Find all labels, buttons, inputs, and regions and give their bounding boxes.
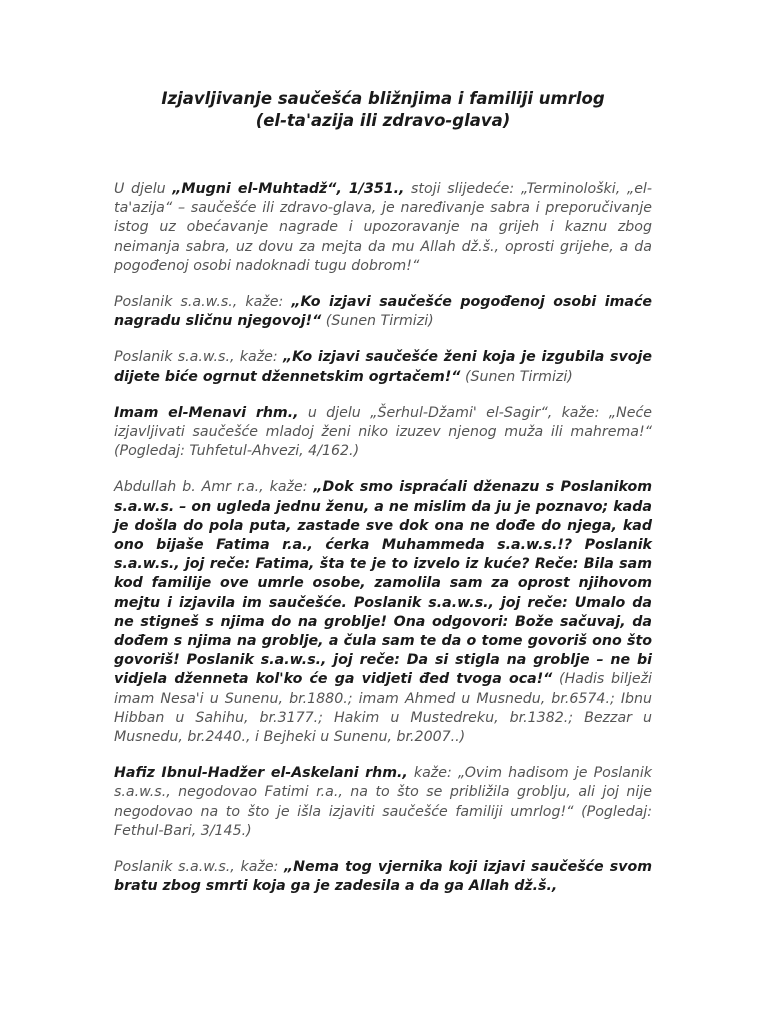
- text-run: kaže: „Ovim hadisom je Poslanik s.a.w.s., negodovao Fatimi r.a., na to što se približila groblju, ali joj nije negodovao na to što je išla izjaviti saučešće familiji umrlog!“ (Pogledaj: Fethul-Bari, 3/145.): [114, 765, 652, 839]
- text-run: Poslanik s.a.w.s., kaže:: [114, 294, 292, 311]
- document-page: [114, 88, 652, 914]
- text-run: Poslanik s.a.w.s., kaže:: [114, 859, 285, 876]
- text-run: U djelu: [114, 181, 173, 197]
- paragraph: [114, 293, 652, 331]
- bold-text: „Nema tog vjernika koji izjavi saučešće svom bratu zbog smrti koja ga je zadesila a da ga Allah dž.š.,: [114, 859, 653, 895]
- text-run: u djelu „Šerhul-Džami' el-Sagir“, kaže: „Neće izjavljivati saučešće mladoj ženi niko izuzev njenog muža ili mahrema!“ (Pogledaj: Tuhfetul-Ahvezi, 4/162.): [114, 404, 652, 460]
- title-line-1: Izjavljivanje saučešća bližnjima i familiji umrlog: [161, 89, 605, 108]
- text-run: (Sunen Tirmizi): [321, 313, 434, 330]
- bold-text: Imam el-Menavi rhm.,: [114, 404, 299, 421]
- text-run: (Hadis bilježi imam Nesa'i u Sunenu, br.1880.; imam Ahmed u Musnedu, br.6574.; Ibnu Hibban u Sahihu, br.3177.; Hakim u Mustedreku, br.1382.; Bezzar u Musnedu, br.2440., i Bejheki u Sunenu, br.2007..): [114, 671, 652, 746]
- text-run: Abdullah b. Amr r.a., kaže:: [114, 479, 314, 496]
- document-body: [114, 180, 652, 897]
- bold-text: „Ko izjavi saučešće pogođenoj osobi imaće nagradu sličnu njegovoj!“: [114, 294, 652, 330]
- document-title: [114, 88, 652, 132]
- bold-text: „Ko izjavi saučešće ženi koja je izgubila svoje dijete biće ogrnut džennetskim ogrtačem!“: [114, 349, 652, 385]
- paragraph: [114, 348, 652, 386]
- paragraph: [114, 478, 652, 747]
- bold-text: Hafiz Ibnul-Hadžer el-Askelani rhm.,: [114, 765, 408, 782]
- paragraph: [114, 404, 652, 462]
- paragraph: [114, 858, 652, 896]
- bold-text: „Dok smo ispraćali dženazu s Poslanikom s.a.w.s. – on ugleda jednu ženu, a ne mislim da ju je poznavo; kada je došla do pola puta, zastade sve dok ona ne dođe do njega, kad ono bijaše Fatima r.a., ćerka Muhammeda s.a.w.s.!? Poslanik s.a.w.s., joj reče: Fatima, šta te je to izvelo iz kuće? Reče: Bila sam kod familije ove umrle osobe, zamolila sam za oprost njihovom mejtu i izjavila im saučešće. Poslanik s.a.w.s., joj reče: Umalo da ne stigneš s njima do na groblje! Ona odgovori: Bože sačuvaj, da dođem s njima na groblje, a čula sam te da o tome govoriš ono što govoriš! Poslanik s.a.w.s., joj reče: Da si stigla na groblje – ne bi vidjela dženneta kol'ko će ga vidjeti đed tvoga oca!“: [114, 479, 652, 688]
- text-run: Poslanik s.a.w.s., kaže:: [114, 349, 284, 366]
- paragraph: [114, 180, 652, 276]
- text-run: stoji slijedeće: „Terminološki, „el-ta'azija“ – saučešće ili zdravo-glava, je naređivanje sabra i preporučivanje istog uz obećavanje nagrade i upozoravanje na grijeh i kaznu zbog neimanja sabra, uz dovu za mejta da mu Allah dž.š., oprosti grijehe, a da pogođenoj osobi nadoknadi tugu dobrom!“: [114, 181, 652, 274]
- bold-text: „Mugni el-Muhtadž“, 1/351.,: [172, 181, 405, 197]
- paragraph: [114, 764, 652, 841]
- text-run: (Sunen Tirmizi): [460, 368, 573, 385]
- title-line-2: (el-ta'azija ili zdravo-glava): [255, 111, 511, 130]
